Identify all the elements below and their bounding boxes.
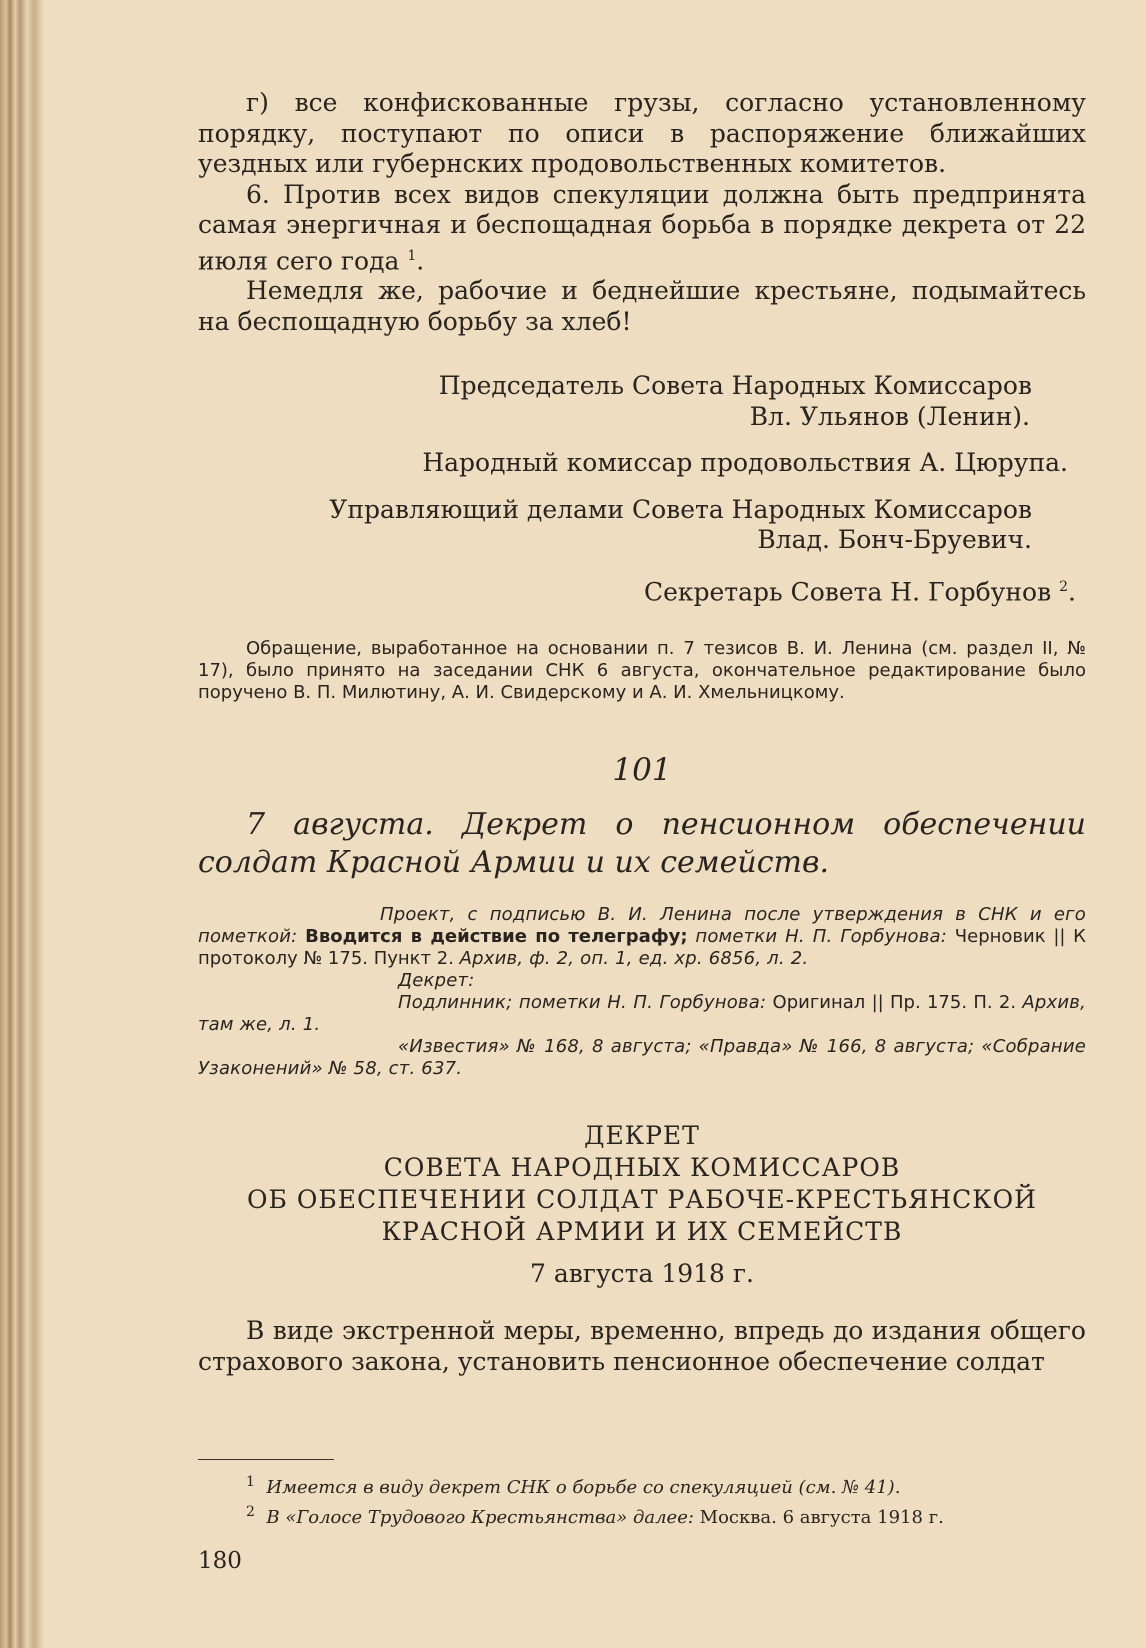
paragraph-call: Немедля же, рабочие и беднейшие крестьяне, подымайтесь на беспощадную борьбу за хлеб! [198,276,1086,336]
book-page-edge [0,0,44,1648]
source-draft-d: Черновик || К протоколу № 175. Пункт 2. [198,926,1086,969]
source-decree-label [198,970,1086,992]
sources-block [198,904,1086,1080]
footnote-2 [198,1500,1086,1530]
footnote-2-mark: 2 [246,1504,255,1520]
heading-line-4: КРАСНОЙ АРМИИ И ИХ СЕМЕЙСТВ [381,1217,903,1246]
source-draft-label: Проект, [380,904,456,925]
sig-chair-title: Председатель Совета Народных Комиссаров [438,371,1032,401]
sig-food: Народный комиссар продовольствия А. Цюрупа. [422,448,1068,478]
heading-line-2: СОВЕТА НАРОДНЫХ КОМИССАРОВ [383,1153,901,1182]
paragraph-6-text: 6. Против всех видов спекуляции должна быть предпринята самая энергичная и беспощадная борьба в порядке декрета от 22 июля сего года [198,179,1086,275]
source-draft-c: пометки Н. П. Горбунова: [695,926,948,947]
decree-paragraph: В виде экстренной меры, временно, впредь до издания общего страхового закона, установить пенсионное обеспечение солдат [198,1316,1086,1376]
source-draft-b: Вводится в действие по телеграфу; [305,926,688,947]
sig-secretary: Секретарь Совета Н. Горбунов $^2$. [643,577,1076,607]
source-decree-label-text: Декрет: [398,970,475,991]
source-original-b: Оригинал || Пр. 175. П. 2. [772,992,1017,1013]
document-title: 7 августа. Декрет о пенсионном обеспечении солдат Красной Армии и их семейств. [198,807,1086,880]
heading-line-3: ОБ ОБЕСПЕЧЕНИИ СОЛДАТ РАБОЧЕ-КРЕСТЬЯНСКОЙ [247,1185,1037,1214]
footnote-ref-2: 2 [1059,578,1069,595]
source-publications [198,1036,1086,1080]
footnote-1 [198,1470,1086,1500]
source-draft-e: Архив, ф. 2, оп. 1, ед. хр. 6856, л. 2. [459,948,809,969]
source-publications-text: «Известия» № 168, 8 августа; «Правда» № 166, 8 августа; «Собрание Узаконений» № 58, ст. 637. [198,1036,1086,1079]
sig-chair-name: Вл. Ульянов (Ленин). [749,401,1030,431]
sig-secretary-text: Секретарь Совета Н. Горбунов [643,577,1052,607]
signature-block [198,371,1086,607]
sig-manager-name: Влад. Бонч-Бруевич. [757,525,1032,555]
footnote-divider [198,1459,334,1460]
footnote-ref-1: 1 [407,247,417,264]
decree-heading [198,1120,1086,1290]
document-101 [198,752,1086,1377]
source-original [198,992,1086,1036]
paragraph-6: 6. Против всех видов спекуляции должна быть предпринята самая энергичная и беспощадная борьба в порядке декрета от 22 июля сего года $^1$. [198,179,1086,275]
page-number: 180 [198,1548,242,1574]
footnote-1-mark: 1 [246,1474,255,1490]
footnote-1-text: Имеется в виду декрет СНК о борьбе со спекуляцией (см. № 41). [266,1477,901,1498]
footnotes [198,1470,1086,1530]
sig-manager-title: Управляющий делами Совета Народных Комиссаров [329,494,1032,524]
footnote-2-italic: В «Голосе Трудового Крестьянства» далее: [266,1507,694,1528]
source-original-a: Подлинник; пометки Н. П. Горбунова: [398,992,767,1013]
opening-text [198,88,1086,704]
heading-line-1: ДЕКРЕТ [584,1121,700,1150]
heading-date: 7 августа 1918 г. [530,1259,754,1288]
source-original-c: Архив, там же, л. 1. [198,992,1086,1035]
editorial-note: Обращение, выработанное на основании п. 7 тезисов В. И. Ленина (см. раздел II, № 17), было принято на заседании СНК 6 августа, окончательное редактирование было поручено В. П. Милютину, А. И. Свидерскому и А. И. Хмельницкому. [198,637,1086,703]
footnote-2-plain: Москва. 6 августа 1918 г. [699,1507,944,1528]
source-draft [198,904,1086,970]
source-draft-a: с подписью В. И. Ленина после утверждения в СНК и его пометкой: [198,904,1086,947]
paragraph-g: г) все конфискованные грузы, согласно установленному порядку, поступают по описи в распоряжение ближайших уездных или губернских продовольственных комитетов. [198,88,1086,178]
document-number: 101 [612,752,672,788]
